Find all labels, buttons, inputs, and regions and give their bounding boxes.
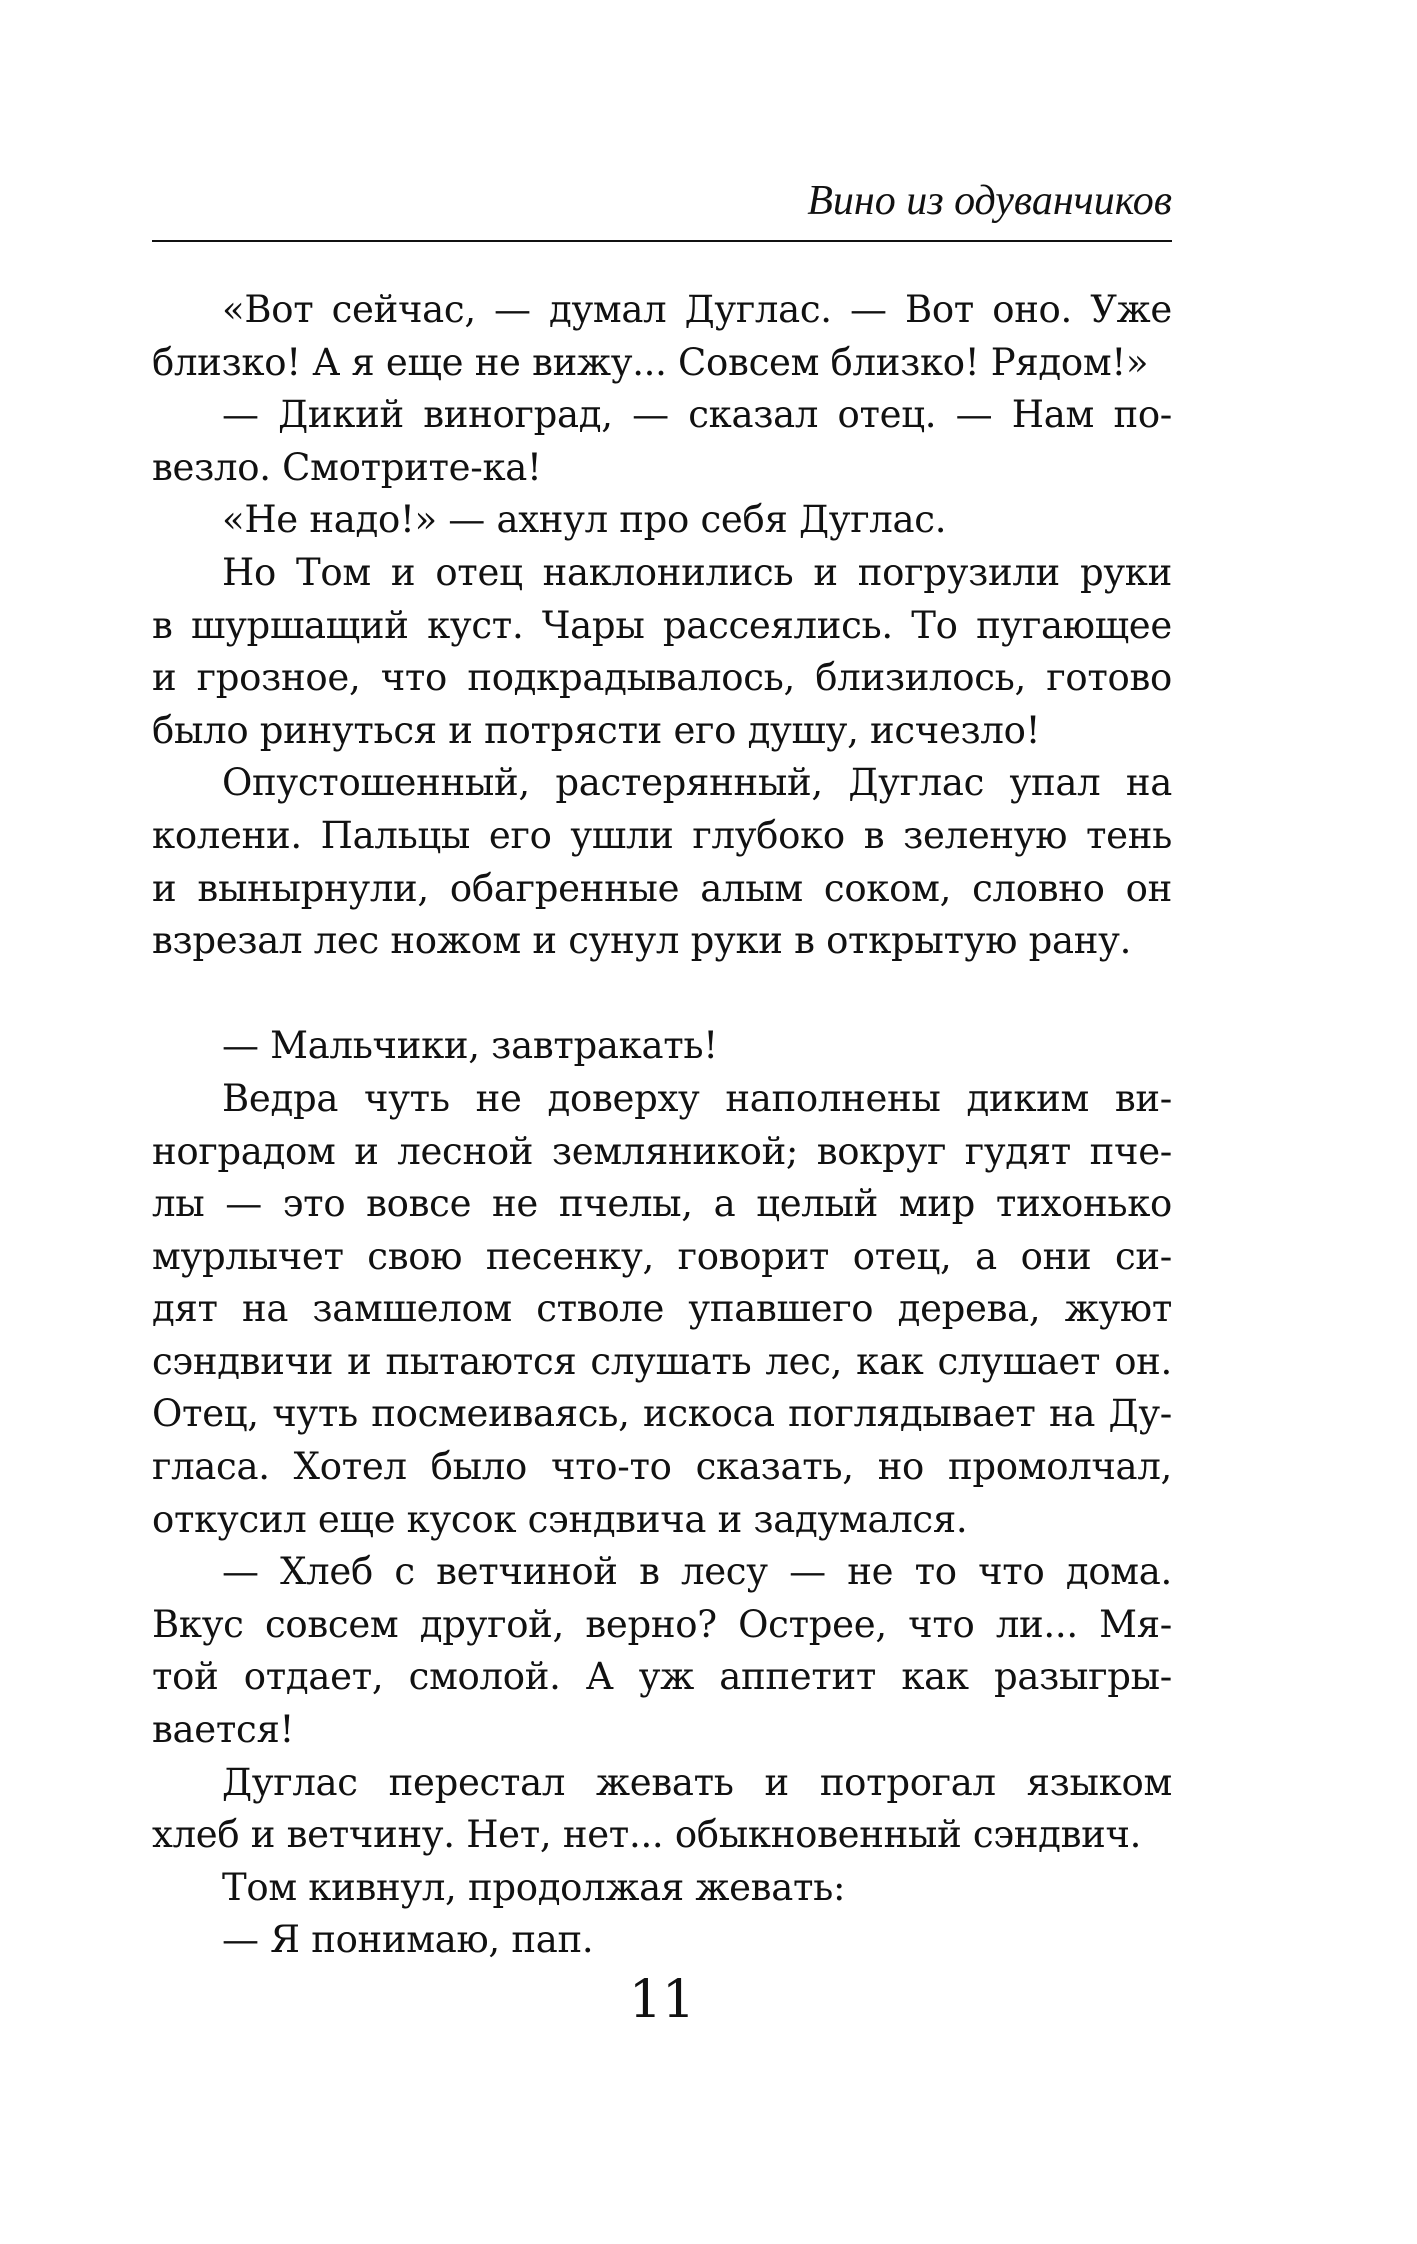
text-line: «Вот сейчас, — думал Дуглас. — Вот оно. Уже [222, 288, 1172, 331]
text-line: было ринуться и потрясти его душу, исчезло! [152, 708, 1041, 752]
text-line: ноградом и лесной земляникой; вокруг гудят пче- [152, 1129, 1172, 1173]
text-line: сэндвичи и пытаются слушать лес, как слушает он. [152, 1339, 1172, 1383]
body-text [152, 284, 1172, 1967]
section-break [152, 968, 1172, 1021]
text-line: той отдает, смолой. А уж аппетит как разыгры- [152, 1655, 1172, 1699]
text-line: близко! А я еще не вижу... Совсем близко! Рядом!» [152, 340, 1149, 384]
text-line: — Я понимаю, пап. [222, 1918, 594, 1962]
text-line: в шуршащий куст. Чары рассеялись. То пугающее [152, 603, 1172, 647]
text-line: Отец, чуть посмеиваясь, искоса поглядывает на Ду- [152, 1392, 1172, 1436]
page-number: 11 [628, 1970, 696, 2030]
text-line: Опустошенный, растерянный, Дуглас упал на [222, 761, 1172, 805]
text-line: лы — это вовсе не пчелы, а целый мир тихонько [152, 1182, 1172, 1226]
text-line: дят на замшелом стволе упавшего дерева, жуют [152, 1287, 1172, 1331]
text-line: и грозное, что подкрадывалось, близилось, готово [152, 656, 1172, 700]
text-line: Дуглас перестал жевать и потрогал языком [222, 1760, 1172, 1804]
text-line: мурлычет свою песенку, говорит отец, а они си- [152, 1234, 1172, 1278]
text-line: вается! [152, 1708, 295, 1752]
text-line: — Дикий виноград, — сказал отец. — Нам по- [222, 393, 1172, 437]
text-line: и вынырнули, обагренные алым соком, словно он [152, 866, 1172, 910]
text-line: гласа. Хотел было что-то сказать, но промолчал, [152, 1445, 1172, 1489]
text-line: — Мальчики, завтракать! [222, 1024, 718, 1068]
text-line: хлеб и ветчину. Нет, нет... обыкновенный сэндвич. [152, 1813, 1142, 1857]
text-line: Ведра чуть не доверху наполнены диким ви- [222, 1076, 1172, 1120]
text-line: — Хлеб с ветчиной в лесу — не то что дома. [222, 1550, 1172, 1594]
text-line: колени. Пальцы его ушли глубоко в зеленую тень [152, 813, 1172, 857]
text-line: Но Том и отец наклонились и погрузили руки [222, 550, 1172, 594]
text-line: везло. Смотрите-ка! [152, 445, 542, 489]
text-line: взрезал лес ножом и сунул руки в открытую рану. [152, 919, 1132, 963]
text-line: откусил еще кусок сэндвича и задумался. [152, 1497, 968, 1541]
text-line: Том кивнул, продолжая жевать: [222, 1865, 846, 1909]
text-line: «Не надо!» — ахнул про себя Дуглас. [222, 498, 947, 542]
text-line: Вкус совсем другой, верно? Острее, что ли... Мя- [152, 1602, 1172, 1646]
running-head-title: Вино из одуванчиков [807, 178, 1172, 224]
header-rule [152, 240, 1172, 242]
